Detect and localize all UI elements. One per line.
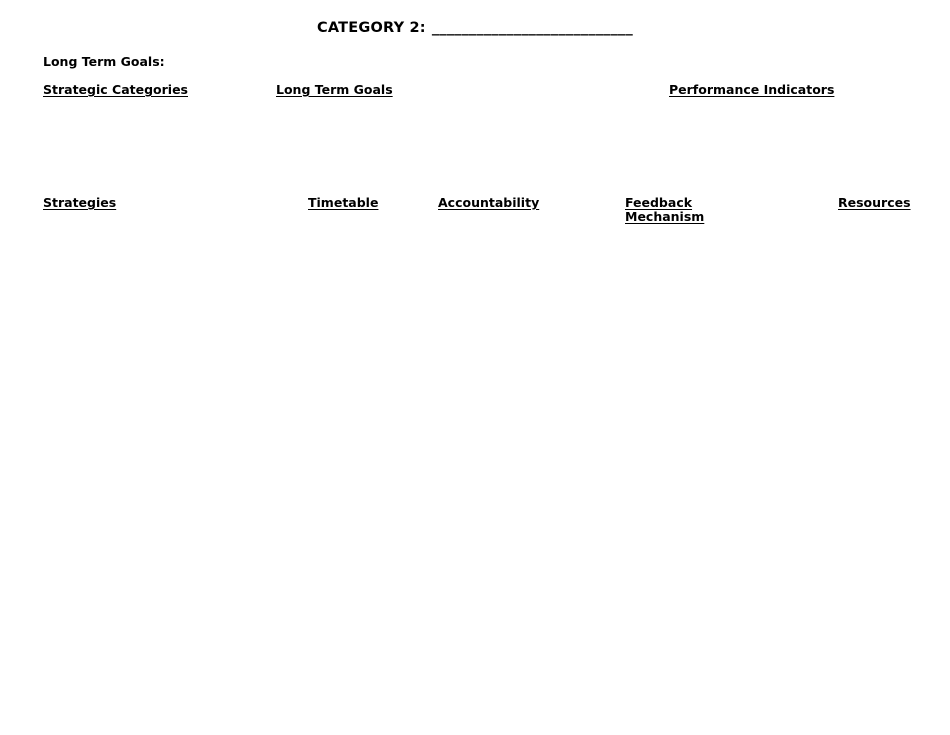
- long-term-goals-label: Long Term Goals:: [43, 54, 165, 69]
- header-resources: Resources: [838, 195, 911, 210]
- header-feedback-mechanism: Feedback Mechanism: [625, 195, 705, 224]
- header-long-term-goals: Long Term Goals: [276, 82, 393, 97]
- header-timetable: Timetable: [308, 195, 379, 210]
- category-title-blank: ___________________________: [431, 20, 633, 36]
- header-performance-indicators: Performance Indicators: [669, 82, 835, 97]
- category-title: CATEGORY 2:: [317, 20, 426, 36]
- header-accountability: Accountability: [438, 195, 540, 210]
- page-title: [0, 20, 950, 36]
- header-strategic-categories: Strategic Categories: [43, 82, 188, 97]
- header-strategies: Strategies: [43, 195, 117, 210]
